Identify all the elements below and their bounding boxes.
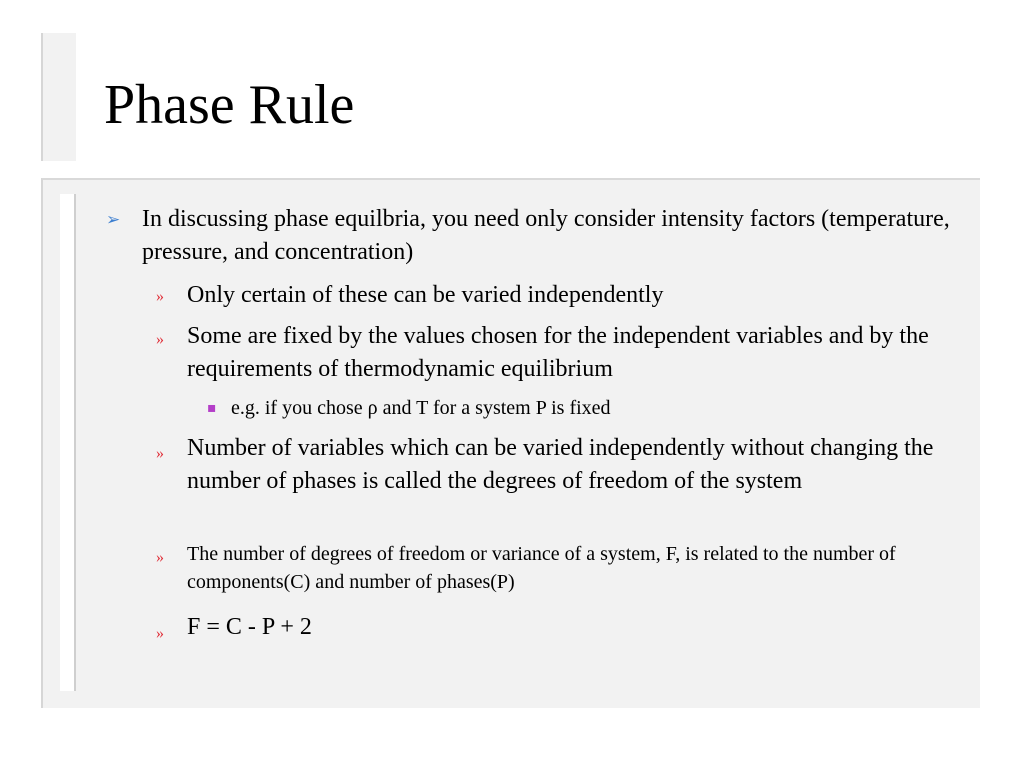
title-accent-bar (41, 33, 76, 161)
guillemet-bullet-icon: » (156, 549, 164, 566)
bullet-phase-rule-formula: F = C - P + 2 (187, 614, 312, 640)
content-accent-bar (60, 194, 76, 691)
arrow-bullet-icon: ➢ (106, 210, 121, 230)
square-bullet-icon: ▪ (207, 400, 217, 416)
bullet-intensity-factors: In discussing phase equilbria, you need only consider intensity factors (temperature, pressure, and concentration) (142, 206, 950, 265)
bullet-variance-relation: The number of degrees of freedom or variance of a system, F, is related to the number of components(C) and number of phases(P) (187, 543, 896, 593)
bullet-varied-independently: Only certain of these can be varied independently (187, 282, 664, 308)
guillemet-bullet-icon: » (156, 445, 164, 462)
slide-title: Phase Rule (104, 74, 355, 136)
guillemet-bullet-icon: » (156, 331, 164, 348)
bullet-example-rho-t: e.g. if you chose ρ and T for a system P is fixed (231, 397, 611, 419)
guillemet-bullet-icon: » (156, 625, 164, 642)
bullet-degrees-of-freedom: Number of variables which can be varied independently without changing the number of phases is called the degrees of freedom of the system (187, 435, 934, 494)
guillemet-bullet-icon: » (156, 288, 164, 305)
bullet-some-are-fixed: Some are fixed by the values chosen for the independent variables and by the requirements of thermodynamic equilibrium (187, 323, 929, 382)
